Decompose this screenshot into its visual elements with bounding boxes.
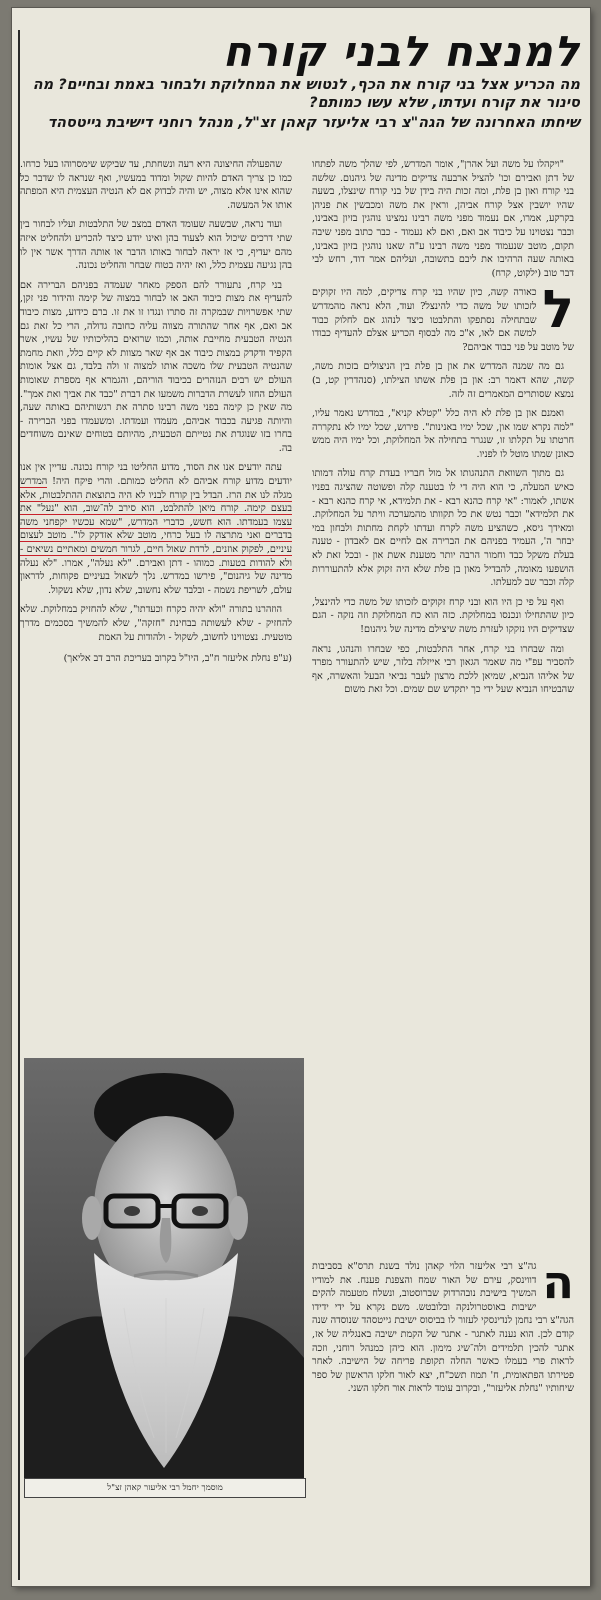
headline: למנצח לבני קורח	[222, 27, 580, 76]
paragraph: גם מתוך השוואת התנהגותו אל מול חבריו בעדת קרח עולה דמותו כאיש המעלה, כי הוא היה די לו בטענה קלה ופשוטה שהציגה בפניו אשתו, לאמור: "אי קרח כהנא רבא - את תלמידא, אי קרח כהנא רבא - את תלמידא" וכבר נטש את כל תקוותו מהמערכה וויתר על המחלוקת. ומאידך גיסא, כשהציע משה לקרח ועדתו לקחת מחתות ולבחון במי יבחר ה', העמיד בפניהם את הברירה אם לחיים אם לאבדון - טענה בעלת משקל כבד וחמור הרבה יותר מטענת אשת און - ובכל זאת לא הושפעו מאומה, להבדיל מאון בן פלת שלא היה זקוק אלא להתעוררות קלה וכבר שב למעלתו.	[312, 468, 574, 589]
paragraph-text: כמוהו - דתן ואבירם. "לא נעלה", אמרו. "לא נעלה מדינה של גיהנום", פירשו במדרש. נלך לשאול בעיניים פקוחות, לדראון עולם, לשריפת נשמה - ובלבד שלא נחשוב, שלא נדון, שלא נשקול.	[20, 557, 292, 596]
drop-cap: ה	[542, 1260, 574, 1309]
photo-caption: מוסמך יחמל רבי אליעזר קאהן זצ"ל	[24, 1478, 306, 1498]
paragraph: "ויקהלו על משה ועל אהרן", אומר המדרש, לפי שהלך משה לפתחו של דתן ואבירם וכו' להציל ארבעה צדיקים מדינה של גיהנום. שלשה בני קורח ואון בן פלת, ומה זכות היה בידן של בני קורח שינצלו, בשעה שהיו יושבין אצל קורח אביהן, וראין את משה ומכבשין את פניהן בקרקע, אמרו, אם נעמוד מפני משה רבינו נמצינו נוהגין בזיון באבינו, וכבר נצטוינו על כיבוד אב ואם, ואם לא נעמוד - כבר כתוב מפני שיבה תקום, מוטב שנעמוד מפני משה רבינו ע"ה שאנו נוהגין בזיון באבינו, באותה שעה הרהיבו את ליבם בתשובה, ועליהם אמר דוד, רחש לבי דבר טוב (ילקוט, קרח)	[312, 159, 574, 279]
byline: שיחתו האחרונה של הגה"צ רבי אליעזר קאהן זצ"ל, מנהל רוחני דישיבת גייטסהד	[47, 115, 580, 131]
drop-cap: ל	[542, 280, 574, 341]
paragraph	[20, 461, 292, 597]
article-column-right	[312, 158, 574, 1248]
paragraph: ואמנם און בן פלת לא היה כלל "קטלא קניא", במדרש נאמר עליו, "למה נקרא שמו און, שכל ימיו באנינות". פירוש, שכל ימיו לא נתקררה חרטתו על תקלתו זו, שנגרר בתחילה אל המחלוקת, וכל ימיו היה ממש כאונן שמתו מוטל לו לפניו.	[312, 408, 574, 460]
paragraph: שהפעולה החיצונה היא רעה ונשחתת, עד שביקש שימסרוהו בעל כרחו. כמו כן צריך האדם להיות שקול ומדוד במעשיו, ואף שנראה לו שדבר כל שהוא אינו אלא מצוה, יש והיה לבדוק אם לא הנטיה העצמית היא המפתה אותו אל המעשה.	[20, 159, 292, 211]
portrait-photo	[24, 1058, 304, 1478]
paragraph: ואף על פי כן היו הוא ובני קרח זקוקים לזכותו של משה כדי להינצל, כיון שהתחילו ונכנסו במחלוקת. כזה הוא כח המחלוקת וזה נזקה - הגם שצדיקים היו נזקקו לעזרת משה שיצילם מדינה של גיהנום!	[312, 596, 574, 635]
paragraph	[312, 1260, 574, 1396]
paragraph: גם מה שמנה המדרש את און בן פלת בין הניצולים בזכות משה, קשה, שהא דאמר רב: און בן פלת אשתו הצילתו, (סנהדרין קט, ב) נמצא שסותרים המאמרים זה לזה.	[312, 361, 574, 400]
highlighted-passage: המדרש מגלה לנו את הרז. הבדל בין קורח לבניו לא היה בתוצאת ההתלבטות, אלא בעצם קימה. קורח מיאן להתלבט, הוא סירב לה־שוב, הוא "נעל" את עצמו בעמדתו. הוא חשש, כדברי המדרש, "שמא עכשיו יקפחני משה בדברים ואני מתרצה לו בעל כרחי, מוטב שלא אזדקק לו". מוטב לעצום עיניים, לפקוק אוזנים, לרדת שאול חיים, לגרור חמשים ומאתיים נשיאים - ולא להודות בטעות.	[20, 476, 292, 569]
article-column-left	[20, 158, 292, 928]
subhead: מה הכריע אצל בני קורח את הכף, לנטוש את המחלוקת ולבחור באמת ובחיים? מה סינור את קורח ועדתו, שלא עשו כמותם?	[32, 77, 580, 111]
paragraph	[312, 280, 574, 354]
newspaper-clipping	[12, 8, 590, 1586]
paragraph-text: עתה יודעים אנו את הסוד, מדוע החליטו בני קורח נכונה. עדיין אין אנו יודעים מדוע קורח אביהם לא החליט כמותם. והרי פיקח היה!	[20, 462, 292, 488]
paragraph: בני קרח, נתעורר להם הספק מאחר שעמדה בפניהם הברירה אם להעדיף את מצות כיבוד האב או לבחור במצוה של קימה והידור פני זקן, שתי אפשרויות שבמקרה זה סתרו ונגדו זו את זו. ברם כידוע, מצות כיבוד אב ואם, אף אחר שהתורה מצווה עליה כחובה גדולה, הרי כל זאת גם הנטיה הטבעית מחייבת אותה, וכמו שרואים בהליכותיו של עשיו, אשר הקפיד ודקדק במצות כיבוד אב אף שאר מצוות לא קיים כלל, וזאת מחמת שהנטיה הטבעית שלו משכה אותו למצוה זו ולה בלבד, גם אצל אומות העולם יש רבים הנזהרים בכיבוד הוריהם, והגמרא אף מספרת שאומות העולם החזו לעשרת הדברות משמעו את דברת "כבד את אביך ואת אמך". מה שאין כן קימה בפני משה רבינו סתרה את רגשותיהם באותה שעה, והיותה פגיעה בכבוד אביהם, מעמדו ועמדתו. ומשעמדו בפני הברירה - בחרו בזו שנוגדת את נטייתם הטבעית, מהיותם בטוחים שאינם משוחדים בה.	[20, 279, 292, 454]
source-citation: (ע"פ נחלת אליעזר ח"ב, היו"ל בקרוב בעריכת הרב דב אליאך)	[63, 653, 292, 665]
biography-text: גה"צ רבי אליעזר הלוי קאהן נולד בשנת תרס"א בסביבות דווינסק, עירם של האור שמח והצפנת פענח. את למודיו המשיך בישיבת נובהרדוק שברוסטוב, ונשלח מטעמה להקים ישיבות באוסטרולנקה ובלובטש. משם נקרא על ידי ידידו הגה"צ רבי נחמן לנדינסקי לעזור לו בביסוס ישיבת גייטסהד שנוסדה שנה קודם לכן. הוא נענה לאתגר - אתגר של הקמת ישיבה באנגליה של אז, אתגר להכין תלמידים ולה־שיג מימון. הוא כיהן כמנהל רוחני, וזכה לראות פרי בעמלו כאשר החלה תקופת פריחה של הישיבה. לאחר פטירתו הפתאומית, ח' תמוז תשכ"ח, יצא לאור חלקו הראשון של ספר שיחותיו "נחלת אליעזר", ובקרוב עומד לראות אור חלקו השני.	[312, 1261, 574, 1395]
paragraph-text: כאורה קשה, כיון שהיו בני קרח צדיקים, למה היו זקוקים לזכותו של משה כדי להינצל? ועוד, הלא נראה מהמדרש שבתחילה נסתפקו והתלבטו כיצד לנהוג אם לחלוק כבוד למשה אם לאו, א"כ מה לבסוף הכריע אצלם להעדיף כבודו של מוטב על פני כבוד אביהם?	[312, 287, 574, 353]
paragraph: ומה שבחרו בני קרח, אחר התלבטות, כפי שבחרו והנהגו, נראה להסביר עפ"י מה שאמר הגאון רבי אייזלה בלזר, שיש להתעורר מפרד של אליהו הנביא, שמיאן ללכת מרצון לעבר נביאי הבעל והאשרה, אף שהבטיחו הנביא שעל ידי כך יתקדש שם שמים. וכל זאת משום	[312, 643, 574, 696]
paragraph: הוזהרנו בתורה "ולא יהיה כקרח וכעדתו", שלא להחזיק במחלוקת. שלא להחזיק - שלא לעשותה בבחינת "חזקה", שלא להמשיך בסכמים מדרך מוטעית. נצטווינו לחשוב, לשקול - ולהודות על האמת	[20, 604, 292, 643]
paragraph: ועוד נראה, שבשעה שעומד האדם במצב של התלבטות ועליו לבחור בין שתי דרכים שיכול הוא לצעוד בהן ואינו יודע כיצד להכריע ולהחליט איזה מהם יעדיף, כי אז יראה לבחור באותו הדבר או אותה הדרך אשר אין לו בהן נגיעה עצמית כלל, ואז יהיה בטוח שבחר והחליט נכונה.	[20, 219, 292, 272]
biography-box	[312, 1260, 574, 1560]
portrait-image	[24, 1058, 304, 1478]
